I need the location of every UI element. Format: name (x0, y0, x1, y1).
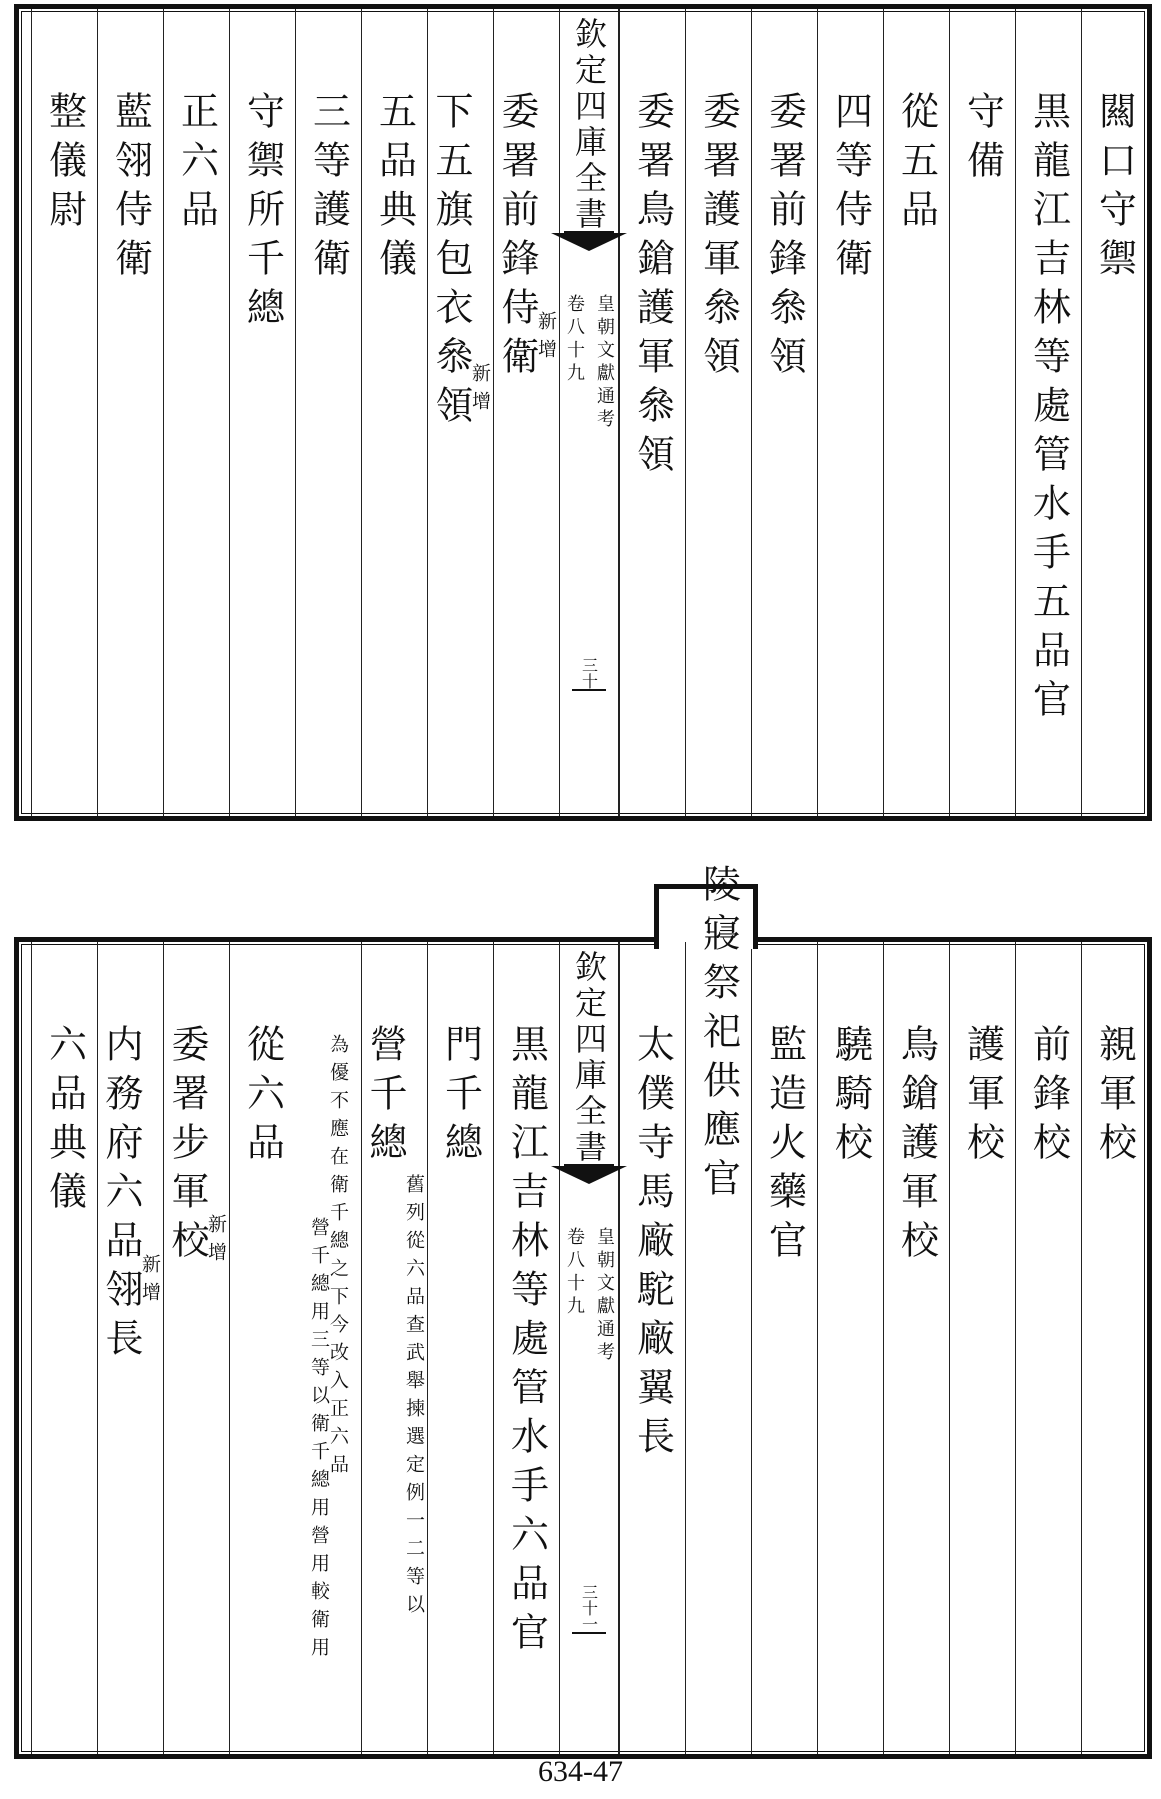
column-text: 黒龍江吉林等處管水手五品官 (1026, 91, 1071, 728)
column-note: 新增 (139, 1254, 161, 1310)
fish-tail-mark (564, 1164, 614, 1196)
top-page (14, 4, 1152, 821)
column-text: 太僕寺馬廠駝廠翼長 (630, 1024, 675, 1465)
column (97, 942, 163, 1754)
column (685, 9, 751, 816)
column-text: 驍騎校 (828, 1024, 873, 1171)
column (619, 942, 685, 1754)
column (883, 942, 949, 1754)
column-note: 為優不應在衛千總之下今改入正六品 (327, 1034, 349, 1482)
page-number: 三十一 (579, 1584, 599, 1632)
fish-tail-mark (564, 231, 614, 263)
column-note: 新增 (535, 311, 557, 367)
column (31, 942, 97, 1754)
column-text: 守禦所千總 (240, 91, 285, 336)
column-text: 營千總 (363, 1024, 407, 1171)
column (1015, 9, 1081, 816)
column (163, 942, 229, 1754)
center-subtitle (561, 1227, 617, 1365)
center-rule (572, 1632, 606, 1634)
column (1081, 942, 1147, 1754)
column-text: 藍翎侍衛 (108, 91, 153, 287)
center-title: 欽定四庫全書 (570, 17, 608, 233)
column (229, 9, 295, 816)
center-subtitle-2: 卷八十九 (564, 1227, 585, 1319)
column (817, 942, 883, 1754)
column-text: 闗口守禦 (1092, 91, 1137, 287)
column-text: 監造火藥官 (762, 1024, 807, 1269)
column (493, 942, 559, 1754)
column (163, 9, 229, 816)
center-rule (572, 689, 606, 691)
column-text: 鳥鎗護軍校 (894, 1024, 939, 1269)
column-text: 内務府六品翎長 (99, 1024, 143, 1367)
column (949, 9, 1015, 816)
column-text: 委署鳥鎗護軍叅領 (630, 91, 675, 483)
column (883, 9, 949, 816)
column (949, 942, 1015, 1754)
column-text: 門千總 (438, 1024, 483, 1171)
column-text: 黒龍江吉林等處管水手六品官 (504, 1024, 549, 1661)
column (427, 942, 493, 1754)
tab-text: 陵寢祭祀供應官 (696, 864, 741, 1207)
column-text: 委署前鋒侍衛 (495, 91, 539, 385)
column-text: 從五品 (894, 91, 939, 238)
column-note: 新增 (205, 1214, 227, 1270)
column-text: 委署護軍叅領 (696, 91, 741, 385)
center-column (559, 9, 619, 816)
column (361, 9, 427, 816)
column-text: 五品典儀 (372, 91, 417, 287)
column-note: 營千總用三等以衛千總用營用較衛用 (308, 1217, 330, 1665)
column-text: 前鋒校 (1026, 1024, 1071, 1171)
column (751, 9, 817, 816)
column (295, 9, 361, 816)
column-note: 新增 (469, 363, 491, 419)
column (361, 942, 427, 1754)
column-text: 六品典儀 (42, 1024, 87, 1220)
column-text: 護軍校 (960, 1024, 1005, 1171)
column (685, 864, 751, 1754)
center-column (559, 942, 619, 1754)
column (97, 9, 163, 816)
column-text: 從六品 (240, 1024, 285, 1171)
column (1015, 942, 1081, 1754)
column-text: 四等侍衛 (828, 91, 873, 287)
column (817, 9, 883, 816)
column-note: 舊列從六品查武舉揀選定例一二等以 (403, 1174, 425, 1622)
column (427, 9, 493, 816)
column (1081, 9, 1147, 816)
column (31, 9, 97, 816)
column (619, 9, 685, 816)
column-text: 委署步軍校 (165, 1024, 209, 1269)
column-text: 親軍校 (1092, 1024, 1137, 1171)
center-subtitle-1: 皇朝文獻通考 (594, 294, 615, 432)
column (295, 942, 361, 1754)
column-text: 下五旗包衣叅領 (429, 91, 473, 434)
column (751, 942, 817, 1754)
center-subtitle-1: 皇朝文獻通考 (594, 1227, 615, 1365)
column (493, 9, 559, 816)
page-number: 三十 (579, 657, 599, 689)
center-subtitle-2: 卷八十九 (564, 294, 585, 386)
column-text: 守備 (960, 91, 1005, 189)
column-text: 三等護衛 (306, 91, 351, 287)
page-footer-number: 634-47 (538, 1755, 623, 1788)
column-text: 委署前鋒叅領 (762, 91, 807, 385)
center-subtitle (561, 294, 617, 432)
column (229, 942, 295, 1754)
column-text: 整儀尉 (42, 91, 87, 238)
column-text: 正六品 (174, 91, 219, 238)
center-title: 欽定四庫全書 (570, 950, 608, 1166)
bottom-page (14, 864, 1152, 1759)
